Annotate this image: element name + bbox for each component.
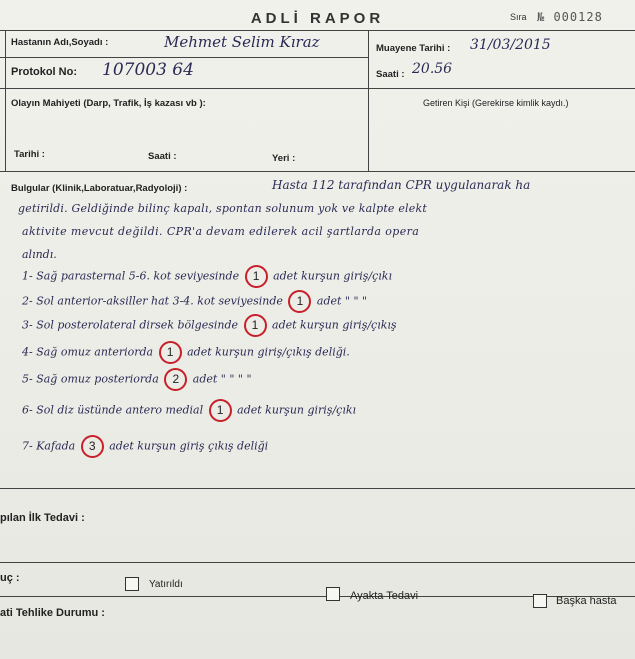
circled-count: 1 — [159, 341, 182, 364]
baska-hasta-label: Başka hasta — [556, 595, 617, 607]
danger-status-label: ati Tehlike Durumu : — [0, 607, 105, 619]
finding-location: 6- Sol diz üstünde antero medial — [22, 403, 204, 417]
rule-top — [0, 30, 635, 31]
report-title: ADLİ RAPOR — [250, 10, 385, 27]
baska-hasta-checkbox[interactable] — [533, 594, 547, 608]
circled-count: 2 — [164, 368, 187, 391]
name-label: Hastanın Adı,Soyadı : — [11, 37, 109, 48]
divider-incident — [368, 88, 369, 171]
circled-count: 1 — [209, 399, 232, 422]
finding-item — [22, 341, 350, 364]
first-treatment-label: pılan İlk Tedavi : — [0, 512, 85, 524]
finding-item — [22, 435, 268, 458]
rule-under-name — [0, 57, 368, 58]
incident-place-label: Yeri : — [272, 153, 296, 164]
finding-type: adet kurşun giriş/çıkış deliği. — [187, 345, 350, 359]
incident-type-label: Olayın Mahiyeti (Darp, Trafik, İş kazası vb ): — [11, 98, 206, 109]
circled-count: 3 — [81, 435, 104, 458]
incident-time-label: Saati : — [148, 151, 177, 162]
ayakta-tedavi-checkbox[interactable] — [326, 587, 340, 601]
findings-intro-4: alındı. — [22, 248, 57, 261]
yatirildi-label: Yatırıldı — [149, 579, 183, 590]
sira-label: Sıra — [510, 12, 527, 22]
result-label: uç : — [0, 572, 20, 584]
incident-date-label: Tarihi : — [14, 149, 45, 160]
finding-item — [22, 368, 252, 391]
finding-type: adet kurşun giriş/çıkı — [273, 269, 392, 283]
finding-type: adet " " " — [316, 294, 368, 308]
border-left — [5, 30, 6, 171]
ayakta-tedavi-label: Ayakta Tedavi — [350, 590, 419, 602]
findings-intro-1: Hasta 112 tarafından CPR uygulanarak ha — [272, 178, 531, 192]
finding-location: 5- Sağ omuz posteriorda — [22, 372, 159, 386]
finding-item — [22, 314, 397, 337]
serial-number: № 000128 — [537, 10, 603, 24]
circled-count: 1 — [288, 290, 311, 313]
exam-date-value: 31/03/2015 — [470, 37, 551, 53]
name-value: Mehmet Selim Kıraz — [164, 33, 320, 51]
rule-under-protocol — [0, 88, 635, 89]
yatirildi-checkbox[interactable] — [125, 577, 139, 591]
finding-location: 2- Sol anterior-aksiller hat 3-4. kot seviyesinde — [22, 294, 283, 308]
rule-under-findings — [0, 488, 635, 489]
finding-location: 7- Kafada — [22, 439, 76, 453]
finding-type: adet kurşun giriş/çıkı — [237, 403, 357, 417]
findings-intro-2: getirildi. Geldiğinde bilinç kapalı, spontan solunum yok ve kalpte elekt — [18, 202, 427, 215]
finding-location: 3- Sol posterolateral dirsek bölgesinde — [22, 318, 239, 332]
findings-intro-3: aktivite mevcut değildi. CPR'a devam edilerek acil şartlarda opera — [22, 225, 420, 238]
circled-count: 1 — [245, 265, 268, 288]
finding-type: adet kurşun giriş/çıkış — [272, 318, 397, 332]
finding-type: adet " " " " — [192, 372, 252, 386]
rule-under-incident — [0, 171, 635, 172]
protocol-label: Protokol No: — [11, 66, 77, 78]
finding-location: 4- Sağ omuz anteriorda — [22, 345, 154, 359]
finding-item — [22, 399, 356, 422]
finding-type: adet kurşun giriş çıkış deliği — [109, 439, 269, 453]
exam-time-value: 20.56 — [412, 61, 453, 77]
protocol-value: 107003 64 — [102, 60, 194, 80]
finding-item — [22, 265, 392, 288]
finding-item — [22, 290, 367, 313]
rule-under-treatment — [0, 562, 635, 563]
findings-label: Bulgular (Klinik,Laboratuar,Radyoloji) : — [11, 183, 188, 194]
bringer-label: Getiren Kişi (Gerekirse kimlik kaydı.) — [423, 98, 569, 108]
divider-header — [368, 30, 369, 88]
exam-date-label: Muayene Tarihi : — [376, 43, 451, 54]
exam-time-label: Saati : — [376, 69, 405, 80]
finding-location: 1- Sağ parasternal 5-6. kot seviyesinde — [22, 269, 240, 283]
circled-count: 1 — [244, 314, 267, 337]
